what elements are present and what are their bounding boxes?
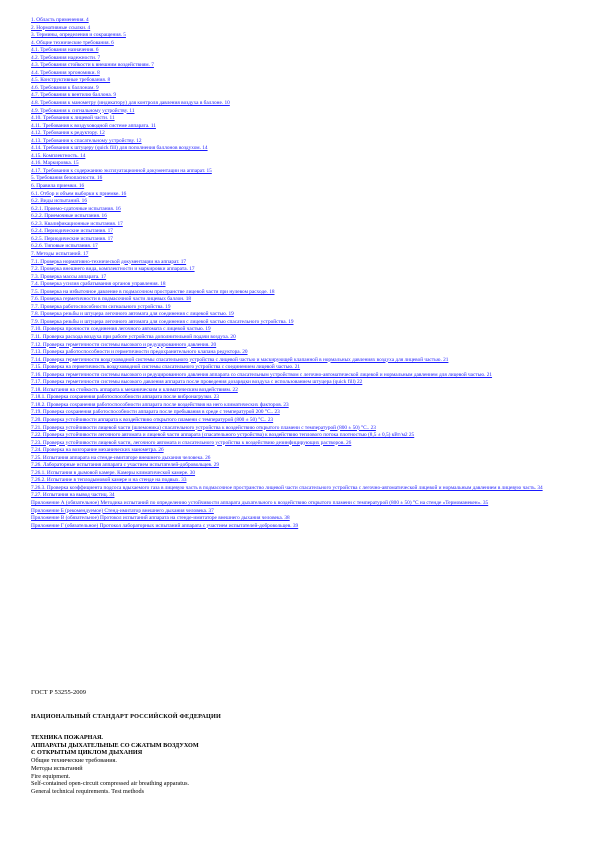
toc-link[interactable]: 7.16. Проверка герметичности системы высокого и редуцированного давления аппарата со спасательным устройством с легочно-автоматической лицевой и нормальным давлением для лицевой частью. 21: [31, 371, 493, 378]
toc-link[interactable]: 4. Общие технические требования. 6: [31, 39, 114, 46]
toc-link[interactable]: 7.1. Проверка нормативно-технической документации на аппарат. 17: [31, 258, 187, 265]
toc-link[interactable]: 5. Требования безопасности. 16: [31, 175, 103, 182]
toc-link[interactable]: 6.2.5. Периодические испытания. 17: [31, 235, 113, 242]
document-header: [31, 689, 571, 796]
toc-link[interactable]: 7.10. Проверка прочности соединения легочного автомата с лицевой частью. 19: [31, 326, 211, 333]
toc-link[interactable]: 2. Нормативные ссылки. 4: [31, 24, 91, 31]
toc-link[interactable]: 6. Правила приемки. 16: [31, 183, 85, 190]
subtitle-line: Общие технические требования.: [31, 757, 117, 765]
toc-link[interactable]: 4.13. Требования к спасательному устройству. 12: [31, 137, 142, 144]
toc-link[interactable]: 6.2.3. Квалификационные испытания. 17: [31, 220, 123, 227]
subtitle-line: Методы испытаний: [31, 764, 83, 772]
toc-link[interactable]: 7.22. Проверка устойчивости легочного автомата и лицевой части аппарата (спасательного устройства) к воздействию теплового потока плотностью (8,5 ± 0,5) кВт/м2 25: [31, 432, 415, 439]
toc-link[interactable]: 4.12. Требования к редуктору. 12: [31, 130, 105, 137]
toc-link[interactable]: 4.15. Комплектность. 14: [31, 152, 86, 159]
toc-link[interactable]: 4.5. Конструктивные требования. 8: [31, 77, 111, 84]
toc-link[interactable]: 7.7. Проверка работоспособности сигнального устройства. 19: [31, 303, 171, 310]
toc-link[interactable]: 4.7. Требования к вентилю баллона. 9: [31, 92, 116, 99]
toc-link[interactable]: 4.3. Требования стойкости к внешним воздействиям. 7: [31, 62, 154, 69]
toc-link[interactable]: 7.4. Проверка усилия срабатывания органов управления. 18: [31, 281, 166, 288]
toc-link[interactable]: 4.2. Требования надежности. 7: [31, 54, 101, 61]
toc-link[interactable]: Приложение В (обязательное) Протокол испытаний аппарата на стенде-имитаторе внешнего дыхания человека. 38: [31, 515, 290, 522]
toc-link[interactable]: 7.21. Проверка устойчивости лицевой части (шлемоникa) спасательного устройства к воздействию открытого пламени с температурой (800 ± 50) °С.. 23: [31, 424, 376, 431]
subtitle-line: Self-contained open-circuit compressed air breathing apparatus.: [31, 780, 190, 788]
toc-link[interactable]: 7.25. Испытания аппарата на стенде-имитаторе внешнего дыхания человека. 26: [31, 454, 211, 461]
toc-link[interactable]: 7.6. Проверка герметичности в подмасочной части лицевых баллон. 18: [31, 296, 192, 303]
toc-link[interactable]: 6.2.1. Приемо-сдаточные испытания. 16: [31, 205, 121, 212]
toc-link[interactable]: 4.10. Требования к лицевой части. 11: [31, 115, 115, 122]
toc-link[interactable]: 7.26.1. Испытания в дымовой камере. Камеры климатической камере. 30: [31, 469, 196, 476]
toc-link[interactable]: 6.1. Отбор и объем выборки к приемке. 16: [31, 190, 127, 197]
toc-link[interactable]: 7.15. Проверка на герметичность воздуховодной системы спасательного устройства с соединением лицевой частью. 21: [31, 364, 301, 371]
toc-link[interactable]: Приложение А (обязательное) Методика испытаний по определению устойчивости аппарата дыхательного к воздействию открытого пламени с температурой (800 ± 50) °С на стенде «Термоманекен». 35: [31, 500, 489, 506]
toc-link[interactable]: 4.16. Маркировка. 15: [31, 160, 79, 167]
toc-link[interactable]: Приложение Г (обязательное) Протокол лабораторных испытаний аппарата с участием испытателей-добровольцев. 39: [31, 522, 299, 529]
toc-link[interactable]: 7.9. Проверка резьбы и штуцера легочного автомата для соединения с лицевой частью спасательного устройства. 19: [31, 318, 294, 325]
toc-link[interactable]: Приложение Б (рекомендуемое) Стенд-имитатор внешнего дыхания человека. 37: [31, 507, 214, 514]
toc-link[interactable]: 7.23. Проверка устойчивости лицевой части, легочного автомата и спасательного устройства к воздействию дезинфицирующих растворов. 26: [31, 439, 352, 446]
toc-link[interactable]: 6.2.6. Типовые испытания. 17: [31, 243, 98, 250]
toc-link[interactable]: 4.11. Требования к воздуховодной системе аппарата. 11: [31, 122, 156, 129]
toc-link[interactable]: 7.12. Проверка герметичности системы высокого и редуцированного давления. 20: [31, 341, 217, 348]
toc-link[interactable]: 7.27. Испытания на вывод частиц. 34: [31, 492, 115, 499]
subtitle-line: General technical requirements. Test methods: [31, 787, 145, 795]
toc-link[interactable]: 7.26. Лабораторные испытания аппарата с участием испытателей-добровольцев. 29: [31, 462, 220, 469]
toc-link[interactable]: 7.3. Проверка массы аппарата. 17: [31, 273, 107, 280]
toc-link[interactable]: 7.18.1. Проверка сохранения работоспособности аппарата после вибронагрузки. 23: [31, 394, 220, 401]
document-title-block: [31, 734, 571, 796]
toc-link[interactable]: 4.8. Требования к манометру (индикатору) для контроля давления воздуха в баллоне. 10: [31, 100, 230, 107]
toc-link[interactable]: 3. Термины, определения и сокращения. 5: [31, 32, 126, 39]
toc-link[interactable]: 4.1. Требования назначения. 6: [31, 47, 99, 54]
toc-link[interactable]: 1. Область применения. 4: [31, 17, 89, 23]
toc-link[interactable]: 7.11. Проверка расхода воздуха при работе устройства дополнительной подачи воздуха. 20: [31, 333, 236, 340]
standard-code: ГОСТ Р 53255-2009: [31, 689, 86, 696]
toc-link[interactable]: 4.6. Требования к баллонам. 9: [31, 84, 99, 91]
toc-link[interactable]: 6.2.4. Периодические испытания. 17: [31, 228, 113, 235]
table-of-contents: [31, 17, 581, 530]
toc-link[interactable]: 7.13. Проверка работоспособности и герметичности предохранительного клапана редуктора. 20: [31, 349, 248, 356]
toc-link[interactable]: 7.19. Проверка сохранения работоспособности аппарата после пребывания в среде с температурой 200 °С.. 23: [31, 409, 280, 416]
toc-link[interactable]: 4.14. Требования к штуцеру (quick fill) для пополнения баллонов воздухом. 14: [31, 145, 208, 152]
toc-link[interactable]: 7.14. Проверка герметичности воздуховодной системы спасательного устройства с лицевой частью и маскирующей клапанной в нормальных давлениях воздуха для лицевой частью. 21: [31, 356, 449, 363]
toc-link[interactable]: 7.2. Проверка внешнего вида, комплектности и маркировки аппарата. 17: [31, 266, 195, 273]
toc-link[interactable]: 7. Методы испытаний. 17: [31, 250, 89, 257]
title-line: ТЕХНИКА ПОЖАРНАЯ.: [31, 734, 103, 741]
toc-link[interactable]: 7.5. Проверка на избыточное давление в подмасочном пространстве лицевой части при нулевом расходе. 18: [31, 288, 275, 295]
toc-link[interactable]: 7.8. Проверка резьбы и штуцера легочного автомата для соединения с лицевой частью. 19: [31, 311, 234, 318]
toc-link[interactable]: 7.24. Проверка на возгорание механических манометра. 26: [31, 447, 164, 454]
toc-link[interactable]: 7.17. Проверка герметичности системы высокого давления аппарата после проведения дозарядки воздуха с использованием штуцера (quick fill) 22: [31, 379, 363, 386]
toc-link[interactable]: 4.17. Требования к содержанию эксплуатационной документации на аппарат. 15: [31, 167, 212, 174]
toc-link[interactable]: 7.18. Испытания на стойкость аппарата к механическим и климатическим воздействиям. 22: [31, 386, 238, 393]
subtitle-line: Fire equipment.: [31, 772, 71, 780]
standard-heading: НАЦИОНАЛЬНЫЙ СТАНДАРТ РОССИЙСКОЙ ФЕДЕРАЦИИ: [31, 713, 222, 720]
toc-link[interactable]: 7.18.2. Проверка сохранения работоспособности аппарата после воздействия на него климатических факторов. 23: [31, 401, 289, 408]
toc-link[interactable]: 7.20. Проверка устойчивости аппарата к воздействию открытого пламени с температурой (800 ± 50) °С.. 23: [31, 416, 274, 423]
title-line: С ОТКРЫТЫМ ЦИКЛОМ ДЫХАНИЯ: [31, 749, 143, 757]
title-line: АППАРАТЫ ДЫХАТЕЛЬНЫЕ СО СЖАТЫМ ВОЗДУХОМ: [31, 741, 199, 749]
toc-link[interactable]: 7.26.2. Испытание в теплодымовой камере и на стенде на подвых. 33: [31, 477, 187, 484]
toc-link[interactable]: 6.2. Виды испытаний. 16: [31, 198, 87, 205]
toc-link[interactable]: 7.26.3. Проверка коэффициента подсоса вдыхаемого газа в лицевую часть в подмасочное пространство лицевой части спасательного устройства с легочно-автоматической лицевой и нормальным давлением в лицевую часть. 34: [31, 484, 543, 491]
toc-link[interactable]: 4.9. Требования к сигнальному устройству. 11: [31, 107, 135, 114]
toc-link[interactable]: 4.4. Требования эргономики. 8: [31, 69, 100, 76]
toc-link[interactable]: 6.2.2. Приемочные испытания. 16: [31, 213, 107, 220]
